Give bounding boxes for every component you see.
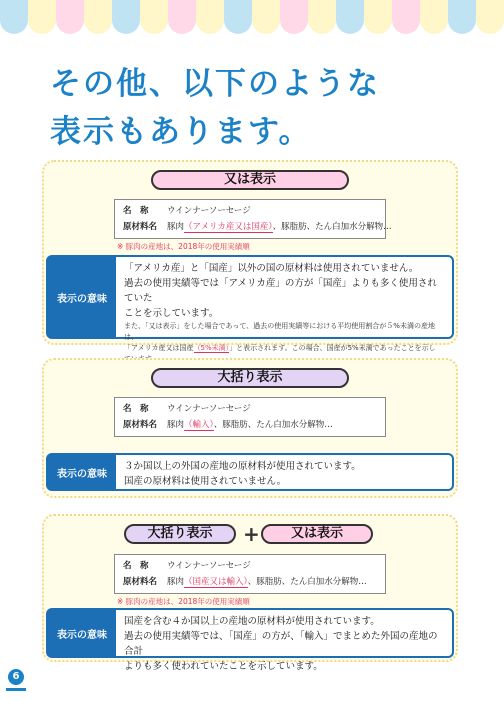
- awning-stripe: [140, 0, 168, 34]
- meaning-text: 国産を含む４か国以上の産地の原材料が使用されています。 過去の使用実績等では、「国産」の方が、「輸入」でまとめた外国の産地の合計 よりも多く使われていたことを示しています。: [124, 616, 438, 672]
- page-title-line2: 表示もあります。: [50, 114, 312, 150]
- pill-broad-labeling: 大括り表示: [151, 368, 349, 388]
- awning-stripe: [84, 0, 112, 34]
- origin-note: ※ 豚肉の産地は、2018年の使用実績順: [117, 597, 250, 606]
- awning-stripe: [392, 0, 420, 34]
- awning-stripe: [0, 0, 28, 34]
- top-awning-decoration: [0, 0, 500, 34]
- awning-stripe: [364, 0, 392, 34]
- awning-stripe: [196, 0, 224, 34]
- awning-stripe: [476, 0, 504, 34]
- meaning-box-broad: [46, 453, 454, 491]
- awning-stripe: [336, 0, 364, 34]
- meaning-box-broad-or: [46, 608, 454, 672]
- awning-stripe: [448, 0, 476, 34]
- page-corner-bar: [6, 688, 26, 691]
- plus-sign: +: [243, 522, 260, 546]
- food-label-broad-or: 名 称 ウインナーソーセージ 原材料名 豚肉（国産又は輸入）、豚脂肪、たん白加水分解物…: [114, 554, 386, 594]
- meaning-text: 「アメリカ産」と「国産」以外の国の原材料は使用されていません。 過去の使用実績等では「アメリカ産」の方が「国産」よりも多く使用されていた ことを示しています。 また、「又は表示」をした場合であって、過去の使用実績等における平均使用割合が５%未満の産地は、 「アメリカ産又は国産（5%未満）」と表示されます。この場合、国産が5%未満であったことを示し: [124, 263, 437, 352]
- pill-broad-labeling: 大括り表示: [124, 524, 236, 544]
- awning-stripe: [28, 0, 56, 34]
- meaning-tag: 表示の意味: [48, 257, 116, 337]
- awning-stripe: [168, 0, 196, 34]
- label-name-row: 名 称 ウインナーソーセージ: [123, 206, 251, 216]
- pill-or-labeling: 又は表示: [261, 524, 373, 544]
- awning-stripe: [280, 0, 308, 34]
- origin-highlight: （輸入）: [184, 420, 214, 430]
- pill-or-labeling: 又は表示: [151, 170, 349, 190]
- food-label-broad: 名 称 ウインナーソーセージ 原材料名 豚肉（輸入）、豚脂肪、たん白加水分解物…: [114, 397, 386, 437]
- awning-stripe: [224, 0, 252, 34]
- page-title: [50, 60, 380, 156]
- awning-stripe: [112, 0, 140, 34]
- meaning-tag: 表示の意味: [48, 455, 116, 489]
- awning-stripe: [252, 0, 280, 34]
- label-ingredients-row: 原材料名 豚肉（アメリカ産又は国産）、豚脂肪、たん白加水分解物…: [123, 222, 392, 232]
- origin-highlight: （アメリカ産又は国産）: [184, 222, 273, 232]
- awning-stripe: [308, 0, 336, 34]
- meaning-box-or: [46, 255, 454, 352]
- food-label-or: [114, 199, 392, 239]
- page-number: 6: [8, 669, 24, 685]
- origin-highlight: （国産又は輸入）: [184, 577, 248, 587]
- awning-stripe: [420, 0, 448, 34]
- meaning-text: ３か国以上の外国の産地の原材料が使用されています。 国産の原材料は使用されていません。: [124, 461, 361, 487]
- awning-stripe: [56, 0, 84, 34]
- origin-note: ※ 豚肉の産地は、2018年の使用実績順: [117, 242, 250, 251]
- meaning-tag: 表示の意味: [48, 610, 116, 656]
- page-title-line1: その他、以下のような: [50, 66, 380, 102]
